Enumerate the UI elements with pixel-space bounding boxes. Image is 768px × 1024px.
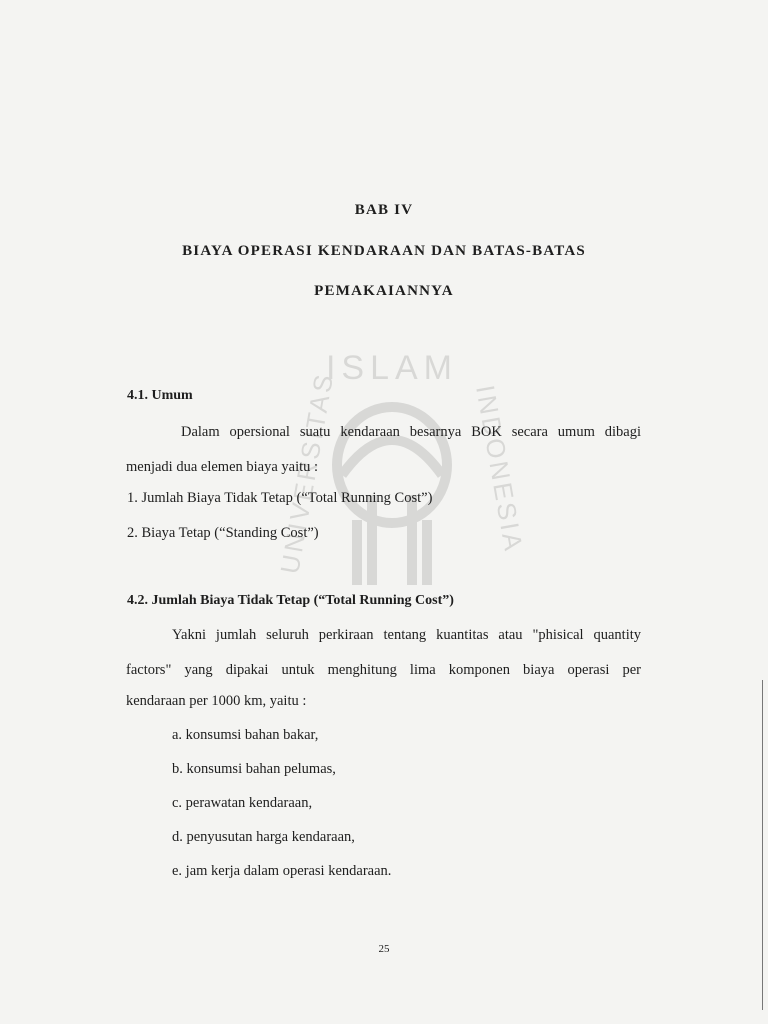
chapter-title-line1: BIAYA OPERASI KENDARAAN DAN BATAS-BATAS bbox=[182, 243, 586, 259]
watermark-text-right: INDONESIA bbox=[470, 382, 530, 556]
section2-paragraph-line: factors" yang dipakai untuk menghitung lima komponen biaya operasi per bbox=[126, 662, 641, 678]
page-number: 25 bbox=[378, 943, 390, 955]
section2-list-item: c. perawatan kendaraan, bbox=[172, 795, 313, 811]
watermark-text-left: UNIVERSITAS bbox=[274, 369, 340, 577]
section-heading-umum: 4.1. Umum bbox=[127, 388, 193, 403]
section2-paragraph-line: Yakni jumlah seluruh perkiraan tentang kuantitas atau "phisical quantity bbox=[172, 627, 641, 643]
section1-list-item: 2. Biaya Tetap (“Standing Cost”) bbox=[127, 525, 319, 541]
section1-list-item: 1. Jumlah Biaya Tidak Tetap (“Total Running Cost”) bbox=[127, 490, 433, 506]
chapter-title-line2: PEMAKAIANNYA bbox=[314, 283, 454, 299]
section2-list-item: d. penyusutan harga kendaraan, bbox=[172, 829, 355, 845]
section2-list-item: a. konsumsi bahan bakar, bbox=[172, 727, 319, 743]
watermark-text-top: ISLAM bbox=[325, 349, 459, 387]
section1-paragraph-line: menjadi dua elemen biaya yaitu : bbox=[126, 459, 319, 475]
section2-list-item: b. konsumsi bahan pelumas, bbox=[172, 761, 336, 777]
chapter-heading: BAB IV bbox=[354, 202, 414, 218]
section2-list-item: e. jam kerja dalam operasi kendaraan. bbox=[172, 863, 392, 879]
scan-edge-mark bbox=[762, 680, 763, 1010]
section1-paragraph-line: Dalam opersional suatu kendaraan besarnya BOK secara umum dibagi bbox=[181, 424, 641, 440]
section-heading-running-cost: 4.2. Jumlah Biaya Tidak Tetap (“Total Running Cost”) bbox=[127, 593, 454, 608]
section2-paragraph-line: kendaraan per 1000 km, yaitu : bbox=[126, 693, 307, 709]
